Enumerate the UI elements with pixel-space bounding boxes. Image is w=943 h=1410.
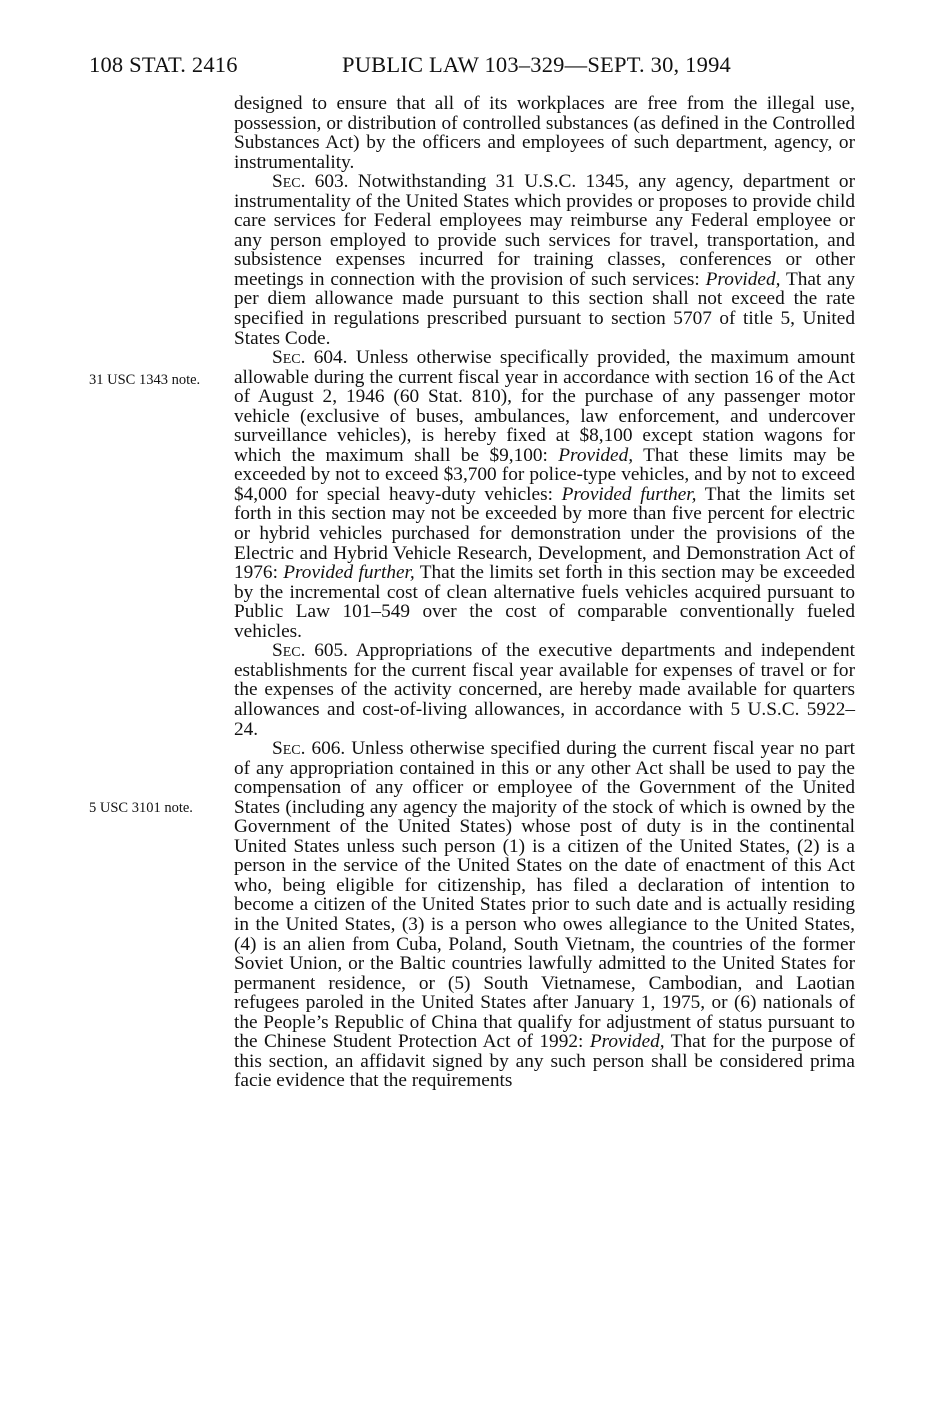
section-label: Sec. 606. xyxy=(272,738,346,760)
text-run: Unless otherwise specified during the current fiscal year no part of any appropriation contained in this or any other Act shall be used to pay the compensation of any officer or employee of the Government of the United States (including any agency the majority of the stock of which is owned by the Government of the United States) whose post of duty is in the continental United States unless such person (1) is a citizen of the United States, (2) is a person in the service of the United States on the date of enactment of this Act who, being eligible for citizenship, has filed a declaration of intention to become a citizen of the United States prior to such date and is actually residing in the United States, (3) is a person who owes allegiance to the United States, (4) is an alien from Cuba, Poland, South Vietnam, the countries of the former Soviet Union, or the Baltic countries lawfully admitted to the United States for permanent residence, or (5) South Vietnamese, Cambodian, and Laotian refugees paroled in the United States after January 1, 1975, or (6) nationals of the People’s Republic of China that qualify for adjustment of status pursuant to the Chinese Student Protection Act of 1992: xyxy=(234,738,855,1053)
section-605 xyxy=(234,641,855,739)
proviso-italic: Provided further, xyxy=(561,483,697,505)
text-run: That for the purpose of this section, an affidavit signed by any such person shall be considered prima facie evidence that the requirements xyxy=(234,1031,856,1092)
paragraph-continuation: designed to ensure that all of its workplaces are free from the illegal use, possession, or distribution of controlled substances (as defined in the Controlled Substances Act) by the officers and employees of such department, agency, or instrumentality. xyxy=(234,93,855,173)
section-606 xyxy=(234,739,855,1091)
text-run: That the limits set forth in this section may be exceeded by the incremental cost of clean alternative fuels vehicles acquired pursuant to Public Law 101–549 over the cost of comparable conventionally fueled vehicles. xyxy=(234,562,856,642)
page-header xyxy=(89,52,879,82)
proviso-italic: Provided, xyxy=(589,1031,665,1053)
text-run: That these limits may be exceeded by not to exceed $3,700 for police-type vehicles, and by not to exceed $4,000 for special heavy-duty vehicles: xyxy=(234,444,855,505)
margin-note-31-usc-1343: 31 USC 1343 note. xyxy=(89,372,201,388)
statute-page-reference: 108 STAT. 2416 xyxy=(89,52,238,77)
section-603 xyxy=(234,172,855,348)
text-run: That the limits set forth in this section may not be exceeded by more than five percent for electric or hybrid vehicles purchased for demonstration under the provisions of the Electric and Hybrid Vehicle Research, Development, and Demonstration Act of 1976: xyxy=(234,483,856,584)
proviso-italic: Provided, xyxy=(558,444,634,466)
margin-note-5-usc-3101: 5 USC 3101 note. xyxy=(89,800,193,816)
public-law-title: PUBLIC LAW 103–329—SEPT. 30, 1994 xyxy=(342,52,731,77)
proviso-italic: Provided, xyxy=(705,268,781,290)
text-run: Unless otherwise specifically provided, the maximum amount allowable during the current fiscal year in accordance with section 16 of the Act of August 2, 1946 (60 Stat. 810), for the purchase of any passenger motor vehicle (exclusive of buses, ambulances, law enforcement, and undercover surveillance vehicles), is hereby fixed at $8,100 except station wagons for which the maximum shall be $9,100: xyxy=(234,347,855,466)
section-label: Sec. 603. xyxy=(272,171,349,193)
text-run: Notwithstanding 31 U.S.C. 1345, any agency, department or instrumentality of the United States which provides or proposes to provide child care services for Federal employees may reimburse any Federal employee or any person employed to provide such services for travel, transportation, and subsistence expenses incurred for training classes, conferences or other meetings in connection with the provision of such services: xyxy=(234,171,855,290)
text-run: That any per diem allowance made pursuant to this section shall not exceed the rate specified in regulations prescribed pursuant to section 5707 of title 5, United States Code. xyxy=(234,268,856,349)
text-run: Appropriations of the executive departments and independent establishments for the current fiscal year available for expenses of travel or for the expenses of the activity concerned, are hereby made available for quarters allowances and cost-of-living allowances, in accordance with 5 U.S.C. 5922–24. xyxy=(234,640,855,740)
statute-body xyxy=(234,94,855,1091)
section-604 xyxy=(234,348,855,641)
section-label: Sec. 605. xyxy=(272,640,348,662)
proviso-italic: Provided further, xyxy=(283,562,415,584)
section-label: Sec. 604. xyxy=(272,347,348,369)
